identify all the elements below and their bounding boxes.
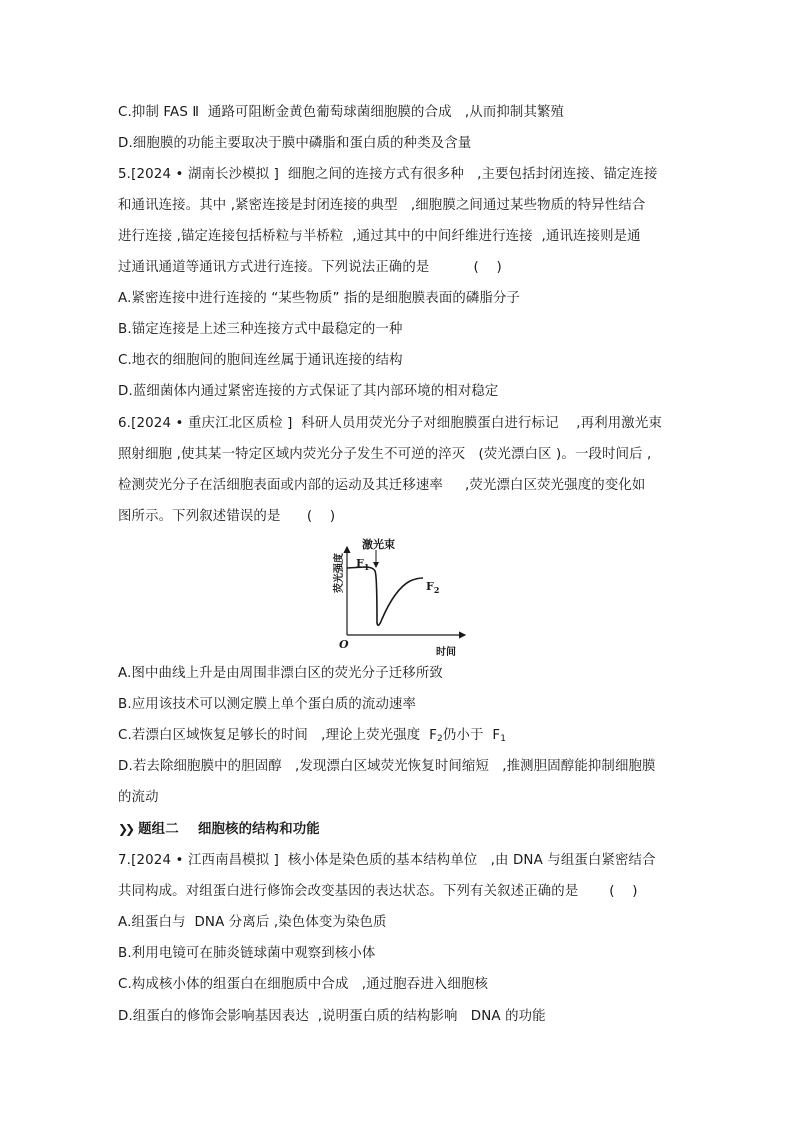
option-d-q7: D.组蛋白的修饰会影响基因表达 ,说明蛋白质的结构影响 DNA 的功能 — [118, 1009, 546, 1024]
option-c-q6: C.若漂白区域恢复足够长的时间 ,理论上荧光强度 $F_2$仍小于 $F_1$ — [118, 728, 507, 744]
option-d-q6-line-1: D.若去除细胞膜中的胆固醇 ,发现漂白区域荧光恢复时间缩短 ,推测胆固醇能抑制细胞膜 — [118, 759, 656, 774]
option-d-q6-line-2: 的流动 — [118, 790, 159, 805]
option-d-q4: D.细胞膜的功能主要取决于膜中磷脂和蛋白质的种类及含量 — [118, 136, 472, 151]
question-6-line-4: 图所示。下列叙述错误的是 ( ) — [118, 509, 336, 524]
fluorescence-curve — [347, 567, 423, 625]
option-a-q6: A.图中曲线上升是由周围非漂白区的荧光分子迁移所致 — [118, 666, 443, 681]
option-d-q5: D.蓝细菌体内通过紧密连接的方式保证了其内部环境的相对稳定 — [118, 384, 499, 399]
question-6-line-3: 检测荧光分子在活细胞表面或内部的运动及其迁移速率 ,荧光漂白区荧光强度的变化如 — [118, 478, 646, 493]
y-axis-label: 荧光强度 — [334, 553, 345, 593]
question-5-line-1: 5.[2024 • 湖南长沙模拟 ] 细胞之间的连接方式有很多种 ,主要包括封闭连接、锚定连接 — [118, 167, 658, 182]
section-heading: ❯❯ 题组二 细胞核的结构和功能 — [118, 822, 320, 837]
option-a-q5: A.紧密连接中进行连接的 “某些物质” 指的是细胞膜表面的磷脂分子 — [118, 291, 521, 306]
laser-label: 激光束 — [362, 538, 395, 551]
x-axis-label: 时间 — [436, 647, 456, 658]
double-chevron-icon: ❯❯ — [118, 822, 133, 836]
option-a-q7: A.组蛋白与 DNA 分离后 ,染色体变为染色质 — [118, 915, 387, 930]
fluorescence-recovery-figure — [325, 535, 475, 660]
question-6-line-1: 6.[2024 • 重庆江北区质检 ] 科研人员用荧光分子对细胞膜蛋白进行标记 ,再利用激光束 — [118, 416, 662, 431]
question-5-line-2: 和通讯连接。其中 ,紧密连接是封闭连接的典型 ,细胞膜之间通过某些物质的特异性结合 — [118, 198, 646, 213]
option-b-q7: B.利用电镜可在肺炎链球菌中观察到核小体 — [118, 946, 376, 961]
origin-label: O — [339, 638, 349, 651]
option-b-q6: B.应用该技术可以测定膜上单个蛋白质的流动速率 — [118, 697, 417, 712]
f1-label: $F_1$ — [356, 557, 370, 572]
option-c-q4: C.抑制 FAS Ⅱ 通路可阻断金黄色葡萄球菌细胞膜的合成 ,从而抑制其繁殖 — [118, 105, 565, 120]
question-5-line-3: 进行连接 ,锚定连接包括桥粒与半桥粒 ,通过其中的中间纤维进行连接 ,通讯连接则是通 — [118, 229, 641, 244]
option-c-q7: C.构成核小体的组蛋白在细胞质中合成 ,通过胞吞进入细胞核 — [118, 977, 489, 992]
f2-label: $F_2$ — [426, 580, 440, 595]
question-6-line-2: 照射细胞 ,使其某一特定区域内荧光分子发生不可逆的淬灭 (荧光漂白区 )。一段时间后 , — [118, 447, 652, 462]
question-5-line-4: 过通讯通道等通讯方式进行连接。下列说法正确的是 ( ) — [118, 260, 502, 275]
question-7-line-2: 共同构成。对组蛋白进行修饰会改变基因的表达状态。下列有关叙述正确的是 ( ) — [118, 884, 638, 899]
option-b-q5: B.锚定连接是上述三种连接方式中最稳定的一种 — [118, 322, 403, 337]
option-c-q5: C.地衣的细胞间的胞间连丝属于通讯连接的结构 — [118, 353, 403, 368]
question-7-line-1: 7.[2024 • 江西南昌模拟 ] 核小体是染色质的基本结构单位 ,由 DNA 与组蛋白紧密结合 — [118, 853, 656, 868]
